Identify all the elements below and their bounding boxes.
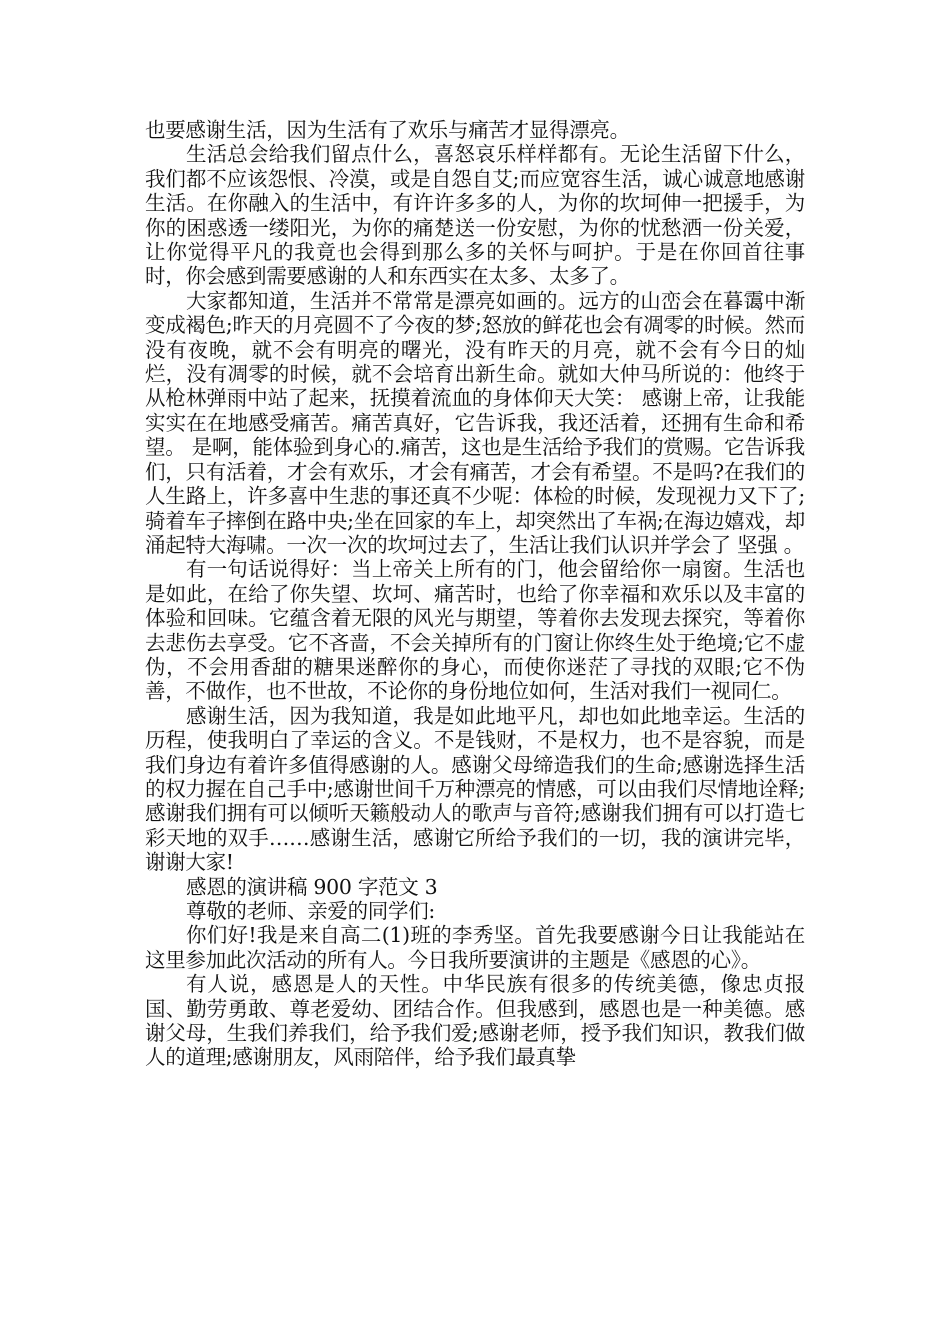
salutation: 尊敬的老师、亲爱的同学们: <box>186 899 436 923</box>
paragraph: 有一句话说得好：当上帝关上所有的门，他会留给你一扇窗。生活也是如此，在给了你失望、坎坷、痛苦时，也给了你幸福和欢乐以及丰富的体验和回味。它蕴含着无限的风光与期望，等着你去发现去探究，等着你去悲伤去享受。它不吝啬，不会关掉所有的门窗让你终生处于绝境;它不虚伪，不会用香甜的糖果迷醉你的身心，而使你迷茫了寻找的双眼;它不伪善，不做作，也不世故，不论你的身份地位如何，生活对我们一视同仁。 <box>145 557 805 704</box>
paragraph: 感谢生活，因为我知道，我是如此地平凡，却也如此地幸运。生活的历程，使我明白了幸运的含义。不是钱财，不是权力，也不是容貌，而是我们身边有着许多值得感谢的人。感谢父母缔造我们的生命;感谢选择生活的权力握在自己手中;感谢世间千万种漂亮的情感，可以由我们尽情地诠释;感谢我们拥有可以倾听天籁般动人的歌声与音符;感谢我们拥有可以打造七彩天地的双手……感谢生活，感谢它所给予我们的一切，我的演讲完毕，谢谢大家! <box>145 703 805 875</box>
paragraph: 有人说，感恩是人的天性。中华民族有很多的传统美德，像忠贞报国、勤劳勇敢、尊老爱幼、团结合作。但我感到，感恩也是一种美德。感谢父母，生我们养我们，给予我们爱;感谢老师，授予我们知识，教我们做人的道理;感谢朋友，风雨陪伴，给予我们最真挚 <box>145 972 805 1070</box>
paragraph: 你们好!我是来自高二(1)班的李秀坚。首先我要感谢今日让我能站在这里参加此次活动的所有人。今日我所要演讲的主题是《感恩的心》。 <box>145 923 805 972</box>
paragraph: 生活总会给我们留点什么，喜怒哀乐样样都有。无论生活留下什么，我们都不应该怨恨、冷漠，或是自怨自艾;而应宽容生活，诚心诚意地感谢生活。在你融入的生活中，有许许多多的人，为你的坎坷伸一把援手，为你的困惑透一缕阳光，为你的痛楚送一份安慰，为你的忧愁洒一份关爱，让你觉得平凡的我竟也会得到那么多的关怀与呵护。于是在你回首往事时，你会感到需要感谢的人和东西实在太多、太多了。 <box>145 142 805 289</box>
section-heading: 感恩的演讲稿 900 字范文 3 <box>186 874 438 899</box>
paragraph: 大家都知道，生活并不常常是漂亮如画的。远方的山峦会在暮霭中渐变成褐色;昨天的月亮圆不了今夜的梦;怒放的鲜花也会有凋零的时候。然而没有夜晚，就不会有明亮的曙光，没有昨天的月亮，就不会有今日的灿烂，没有凋零的时候，就不会培育出新生命。就如大仲马所说的：他终于从枪林弹雨中站了起来，抚摸着流血的身体仰天大笑： 感谢上帝，让我能实实在在地感受痛苦。痛苦真好，它告诉我，我还活着，还拥有生命和希望。 是啊，能体验到身心的.痛苦，这也是生活给予我们的赏赐。它告诉我们，只有活着，才会有欢乐，才会有痛苦，才会有希望。不是吗?在我们的人生路上，许多喜中生悲的事还真不少呢：体检的时候，发现视力又下了;骑着车子摔倒在路中央;坐在回家的车上，却突然出了车祸;在海边嬉戏，却涌起特大海啸。一次一次的坎坷过去了，生活让我们认识并学会了 坚强 。 <box>145 288 805 557</box>
document-page <box>145 118 805 1070</box>
paragraph: 也要感谢生活，因为生活有了欢乐与痛苦才显得漂亮。 <box>145 118 630 142</box>
